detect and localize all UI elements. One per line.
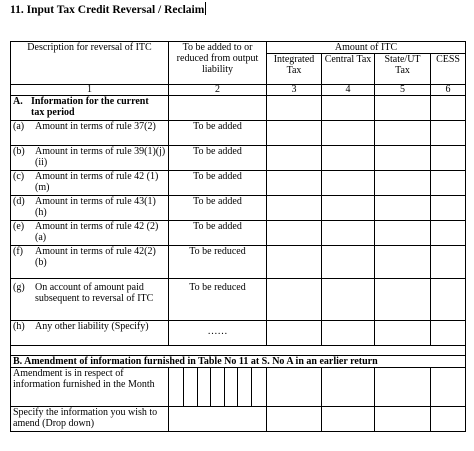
- sgst-input[interactable]: [375, 196, 431, 221]
- cgst-input[interactable]: [322, 246, 375, 279]
- row-desc: Amount in terms of rule 42(2)(b): [35, 246, 156, 268]
- row-action: To be added: [169, 146, 267, 171]
- sgst-input[interactable]: [375, 221, 431, 246]
- igst-input[interactable]: [267, 171, 322, 196]
- row-key: (g): [13, 282, 25, 293]
- row-desc: On account of amount paid subsequent to reversal of ITC: [35, 282, 154, 304]
- amendment-sgst[interactable]: [375, 368, 431, 407]
- row-description: [11, 121, 169, 146]
- table-row: [11, 171, 466, 196]
- amendment-month-row: [11, 368, 466, 407]
- sgst-input[interactable]: [375, 146, 431, 171]
- row-action: To be added: [169, 121, 267, 146]
- amendment-specify-cgst[interactable]: [322, 407, 375, 432]
- column-number-3: 3: [267, 85, 322, 96]
- amendment-dropdown[interactable]: [169, 407, 267, 432]
- cess-input[interactable]: [431, 171, 466, 196]
- row-key: (d): [13, 196, 25, 207]
- digit-box[interactable]: [184, 368, 197, 406]
- header-central-tax: Central Tax: [322, 54, 375, 85]
- header-row-1: [11, 42, 466, 54]
- row-key: (e): [13, 221, 25, 232]
- row-key: (a): [13, 121, 25, 132]
- row-description: [11, 196, 169, 221]
- igst-input[interactable]: [267, 221, 322, 246]
- amendment-igst[interactable]: [267, 368, 322, 407]
- section-a-label: A.: [13, 96, 23, 107]
- header-cess: CESS: [431, 54, 466, 85]
- spacer-row: [11, 346, 466, 356]
- sgst-input[interactable]: [375, 246, 431, 279]
- row-key: (h): [13, 321, 25, 332]
- row-desc: Amount in terms of rule 43(1) (h): [35, 196, 156, 218]
- row-desc: Any other liability (Specify): [35, 321, 149, 332]
- digit-box[interactable]: [252, 368, 264, 406]
- row-key: (b): [13, 146, 25, 157]
- amendment-month-input[interactable]: [169, 368, 267, 407]
- amendment-cgst[interactable]: [322, 368, 375, 407]
- cgst-input[interactable]: [322, 221, 375, 246]
- section-title: 11. Input Tax Credit Reversal / Reclaim: [10, 4, 205, 16]
- igst-input[interactable]: [267, 246, 322, 279]
- row-action: ……: [169, 321, 267, 346]
- section-a-row: [11, 96, 466, 121]
- spacer-cell: [11, 346, 466, 356]
- igst-input[interactable]: [267, 146, 322, 171]
- column-number-row: [11, 85, 466, 96]
- digit-box[interactable]: [225, 368, 238, 406]
- cess-input[interactable]: [431, 279, 466, 321]
- amendment-month-label: Amendment is in respect of information furnished in the Month: [11, 368, 169, 407]
- cgst-input[interactable]: [322, 321, 375, 346]
- amendment-specify-label: Specify the information you wish to amend (Drop down): [11, 407, 169, 432]
- cess-input[interactable]: [431, 321, 466, 346]
- row-action: To be reduced: [169, 246, 267, 279]
- section-a-heading: [11, 96, 169, 121]
- sgst-input[interactable]: [375, 279, 431, 321]
- table-row: [11, 196, 466, 221]
- table-row: [11, 121, 466, 146]
- header-integrated-tax: Integrated Tax: [267, 54, 322, 85]
- cgst-input[interactable]: [322, 171, 375, 196]
- section-a-title: Information for the current tax period: [31, 96, 149, 118]
- igst-input[interactable]: [267, 121, 322, 146]
- row-description: [11, 246, 169, 279]
- itc-reversal-table: [10, 41, 466, 432]
- amendment-specify-row: [11, 407, 466, 432]
- table-row: [11, 279, 466, 321]
- row-key: (c): [13, 171, 25, 182]
- table-row: [11, 146, 466, 171]
- sgst-input[interactable]: [375, 321, 431, 346]
- column-number-6: 6: [431, 85, 466, 96]
- digit-box[interactable]: [238, 368, 251, 406]
- month-digit-boxes: [171, 368, 264, 406]
- row-action: To be added: [169, 196, 267, 221]
- amendment-specify-igst[interactable]: [267, 407, 322, 432]
- igst-input[interactable]: [267, 321, 322, 346]
- amendment-specify-sgst[interactable]: [375, 407, 431, 432]
- row-description: [11, 321, 169, 346]
- amendment-cess[interactable]: [431, 368, 466, 407]
- cess-input[interactable]: [431, 221, 466, 246]
- cess-input[interactable]: [431, 121, 466, 146]
- column-number-1: 1: [11, 85, 169, 96]
- cell-a-cess[interactable]: [431, 96, 466, 121]
- cell-a-2[interactable]: [169, 96, 267, 121]
- igst-input[interactable]: [267, 196, 322, 221]
- sgst-input[interactable]: [375, 171, 431, 196]
- amendment-specify-cess[interactable]: [431, 407, 466, 432]
- text-caret: [205, 2, 206, 15]
- row-desc: Amount in terms of rule 37(2): [35, 121, 156, 132]
- row-desc: Amount in terms of rule 42 (1) (m): [35, 171, 159, 193]
- section-b-row: [11, 356, 466, 368]
- header-to-be-added: To be added to or reduced from output liability: [169, 42, 267, 85]
- row-description: [11, 279, 169, 321]
- row-description: [11, 146, 169, 171]
- digit-box[interactable]: [198, 368, 211, 406]
- cess-input[interactable]: [431, 246, 466, 279]
- cgst-input[interactable]: [322, 146, 375, 171]
- cess-input[interactable]: [431, 196, 466, 221]
- row-desc: Amount in terms of rule 39(1)(j)(ii): [35, 146, 166, 168]
- row-desc: Amount in terms of rule 42 (2)(a): [35, 221, 159, 243]
- table-row: [11, 221, 466, 246]
- cgst-input[interactable]: [322, 279, 375, 321]
- cell-a-sgst[interactable]: [375, 96, 431, 121]
- row-description: [11, 221, 169, 246]
- cell-a-igst[interactable]: [267, 96, 322, 121]
- row-action: To be added: [169, 221, 267, 246]
- cgst-input[interactable]: [322, 121, 375, 146]
- cess-input[interactable]: [431, 146, 466, 171]
- table-row: [11, 246, 466, 279]
- cgst-input[interactable]: [322, 196, 375, 221]
- row-key: (f): [13, 246, 23, 257]
- section-b-heading: B. Amendment of information furnished in Table No 11 at S. No A in an earlier return: [11, 356, 466, 368]
- column-number-5: 5: [375, 85, 431, 96]
- header-description: Description for reversal of ITC: [11, 42, 169, 85]
- header-amount-of-itc: Amount of ITC: [267, 42, 466, 54]
- column-number-2: 2: [169, 85, 267, 96]
- column-number-4: 4: [322, 85, 375, 96]
- digit-box[interactable]: [171, 368, 184, 406]
- row-action: To be reduced: [169, 279, 267, 321]
- row-action: To be added: [169, 171, 267, 196]
- digit-box[interactable]: [211, 368, 224, 406]
- cell-a-cgst[interactable]: [322, 96, 375, 121]
- row-description: [11, 171, 169, 196]
- sgst-input[interactable]: [375, 121, 431, 146]
- header-state-ut-tax: State/UT Tax: [375, 54, 431, 85]
- igst-input[interactable]: [267, 279, 322, 321]
- table-row: [11, 321, 466, 346]
